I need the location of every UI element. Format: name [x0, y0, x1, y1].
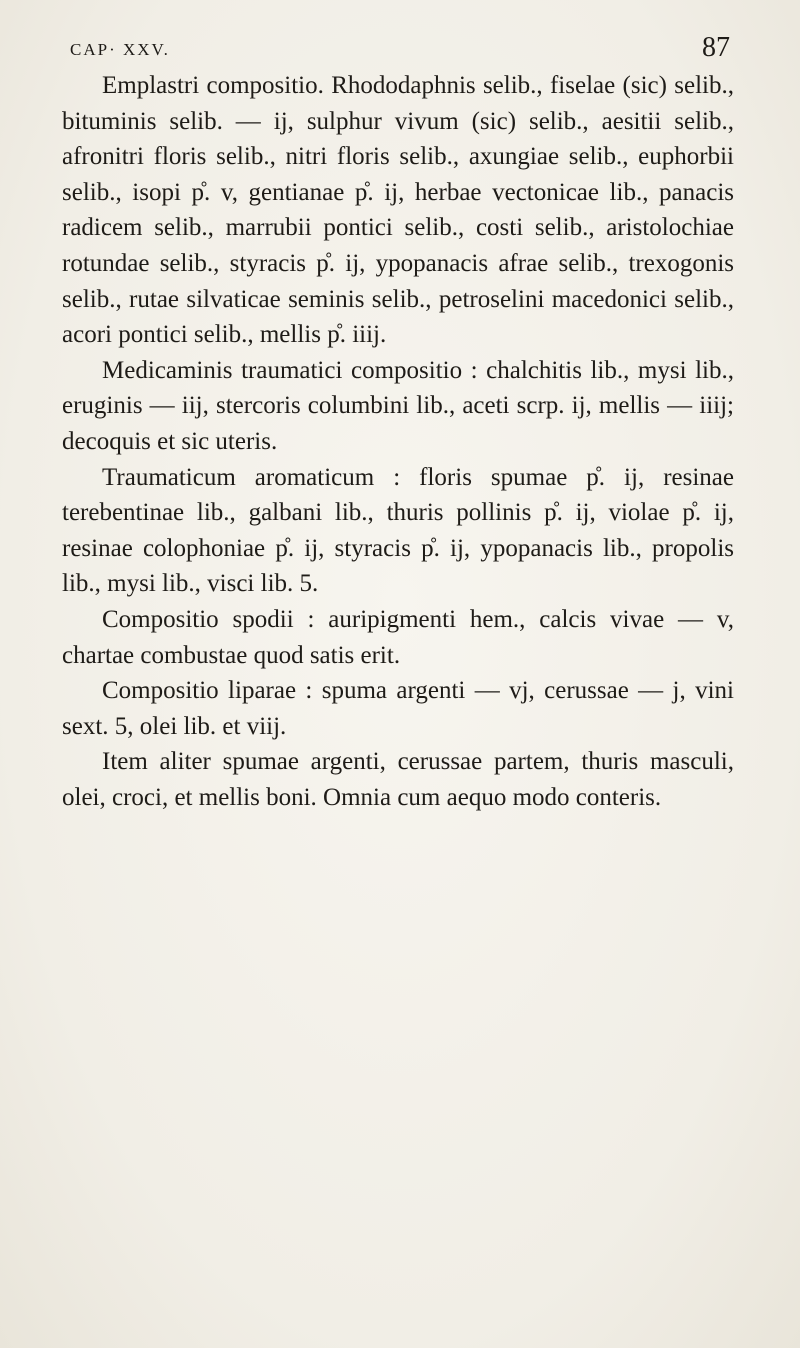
paragraph-medicaminis: Medicaminis traumatici compositio : chalchitis lib., mysi lib., eruginis — iij, stercoris columbini lib., aceti scrp. ij, mellis — iiij; decoquis et sic uteris.	[62, 356, 734, 455]
paragraph-liparae: Compositio liparae : spuma argenti — vj, cerussae — j, vini sext. 5, olei lib. et viij.	[62, 677, 734, 740]
body-text	[62, 68, 734, 815]
page-number: 87	[702, 32, 730, 63]
paragraph-item-aliter: Item aliter spumae argenti, cerussae partem, thuris masculi, olei, croci, et mellis boni. Omnia cum aequo modo conteris.	[62, 748, 734, 811]
paragraph-emplastri: Emplastri compositio. Rhododaphnis selib., fiselae (sic) selib., bituminis selib. — ij, sulphur vivum (sic) selib., aesitii selib., afronitri floris selib., nitri floris selib., axungiae selib., euphorbii selib., isopi p̊. v, gentianae p̊. ij, herbae vectonicae lib., panacis radicem selib., marrubii pontici selib., costi selib., aristolochiae rotundae selib., styracis p̊. ij, ypopanacis afrae selib., trexogonis selib., rutae silvaticae seminis selib., petroselini macedonici selib., acori pontici selib., mellis p̊. iiij.	[62, 72, 734, 349]
page-header	[70, 30, 730, 70]
paragraph-spodii: Compositio spodii : auripigmenti hem., calcis vivae — v, chartae combustae quod satis erit.	[62, 605, 734, 669]
running-head: CAP· XXV.	[70, 40, 170, 59]
paragraph-traumaticum: Traumaticum aromaticum : floris spumae p̊. ij, resinae terebentinae lib., galbani lib., thuris pollinis p̊. ij, violae p̊. ij, resinae colophoniae p̊. ij, styracis p̊. ij, ypopanacis lib., propolis lib., mysi lib., visci lib. 5.	[62, 463, 734, 598]
